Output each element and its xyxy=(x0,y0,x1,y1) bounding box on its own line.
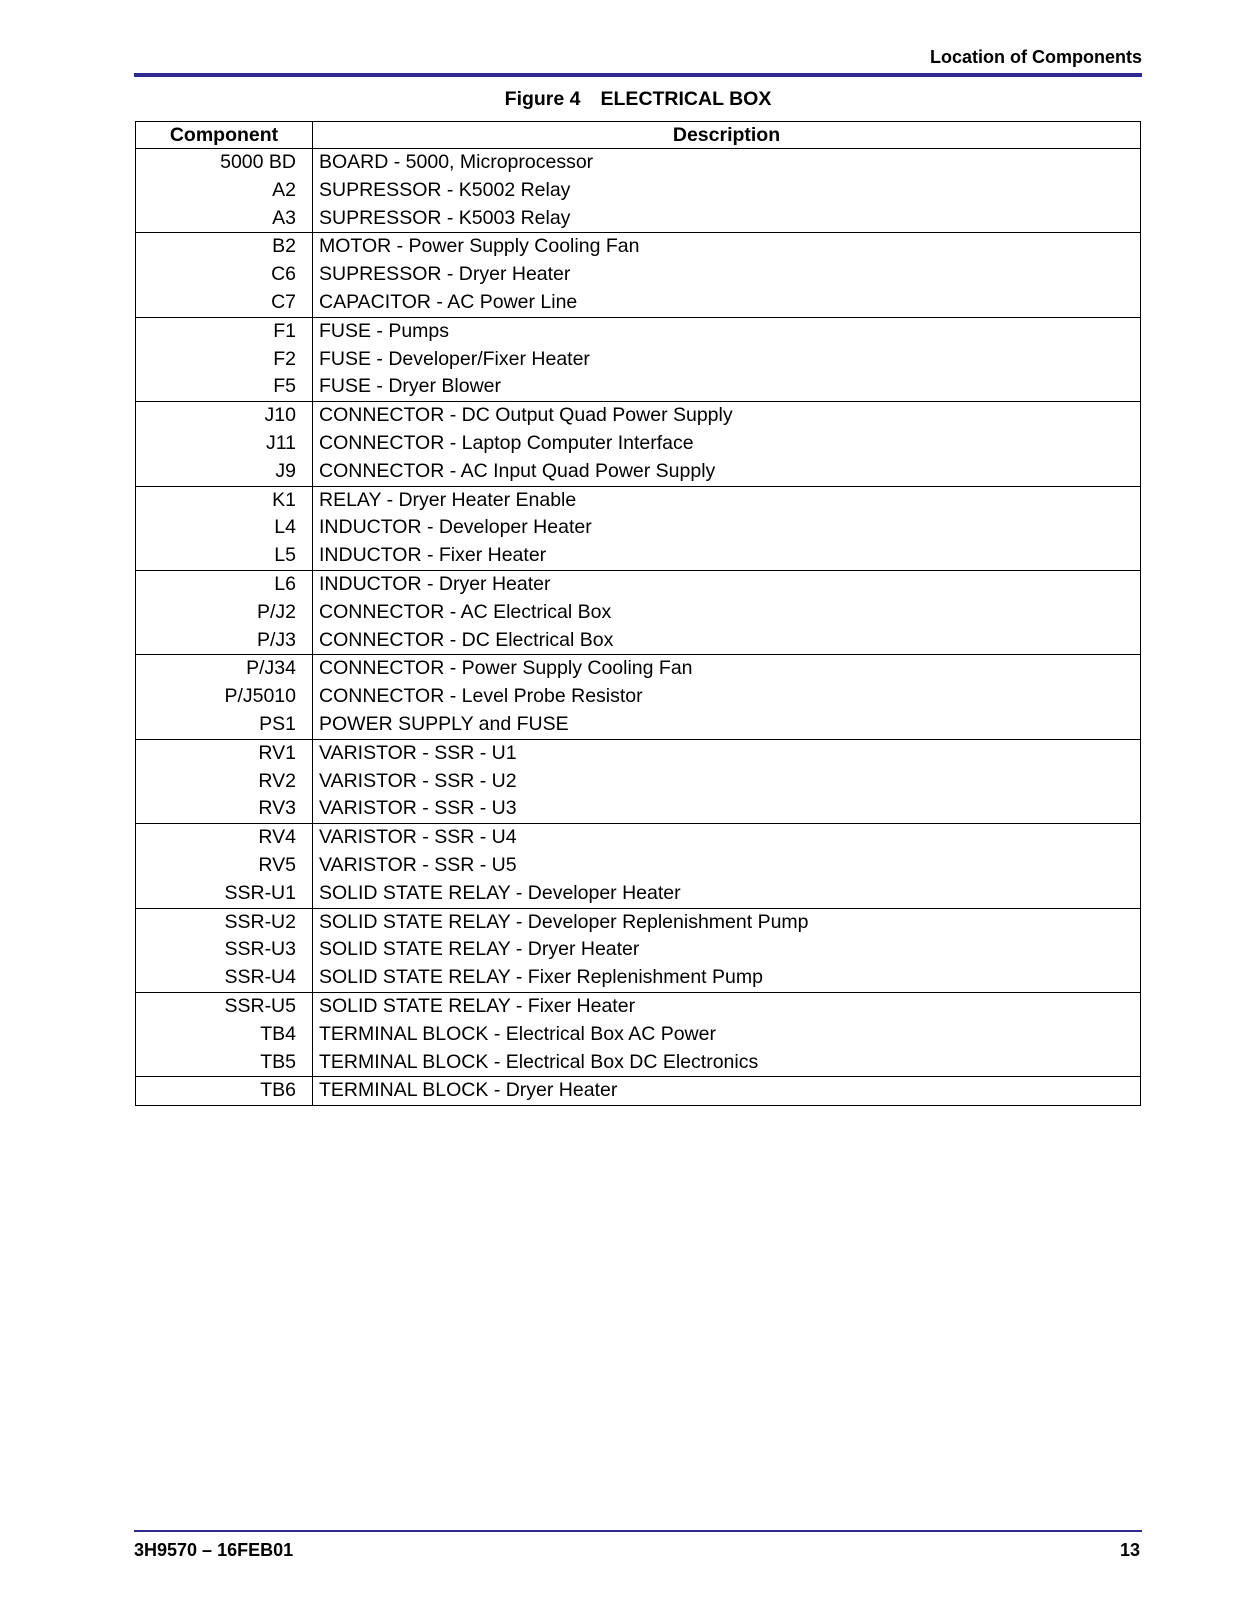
component-cell: F5 xyxy=(136,373,313,401)
table-row xyxy=(136,852,1141,880)
description-cell: SUPRESSOR - Dryer Heater xyxy=(313,261,1141,289)
component-cell: J10 xyxy=(136,402,313,430)
table-row xyxy=(136,402,1141,430)
table-row xyxy=(136,542,1141,570)
description-cell: POWER SUPPLY and FUSE xyxy=(313,711,1141,739)
description-cell: CONNECTOR - AC Input Quad Power Supply xyxy=(313,458,1141,486)
component-cell: C6 xyxy=(136,261,313,289)
description-cell: CONNECTOR - Level Probe Resistor xyxy=(313,683,1141,711)
component-cell: A2 xyxy=(136,177,313,205)
description-cell: SOLID STATE RELAY - Developer Replenishment Pump xyxy=(313,908,1141,936)
table-row xyxy=(136,458,1141,486)
component-cell: P/J3 xyxy=(136,627,313,655)
section-header: Location of Components xyxy=(930,47,1142,67)
description-cell: VARISTOR - SSR - U3 xyxy=(313,795,1141,823)
component-cell: L4 xyxy=(136,514,313,542)
table-row xyxy=(136,880,1141,908)
description-cell: BOARD - 5000, Microprocessor xyxy=(313,149,1141,177)
document-id: 3H9570 – 16FEB01 xyxy=(134,1540,294,1560)
component-cell: 5000 BD xyxy=(136,149,313,177)
description-cell: INDUCTOR - Dryer Heater xyxy=(313,570,1141,598)
description-cell: RELAY - Dryer Heater Enable xyxy=(313,486,1141,514)
description-cell: VARISTOR - SSR - U4 xyxy=(313,824,1141,852)
description-cell: VARISTOR - SSR - U5 xyxy=(313,852,1141,880)
figure-title xyxy=(134,88,1142,111)
description-cell: TERMINAL BLOCK - Dryer Heater xyxy=(313,1077,1141,1106)
component-cell: J11 xyxy=(136,430,313,458)
components-table xyxy=(135,121,1141,1106)
table-row xyxy=(136,373,1141,401)
component-cell: SSR-U1 xyxy=(136,880,313,908)
table-row xyxy=(136,430,1141,458)
table-row xyxy=(136,824,1141,852)
table-row xyxy=(136,908,1141,936)
component-cell: L5 xyxy=(136,542,313,570)
table-row xyxy=(136,514,1141,542)
table-row xyxy=(136,177,1141,205)
description-cell: VARISTOR - SSR - U1 xyxy=(313,739,1141,767)
description-cell: FUSE - Dryer Blower xyxy=(313,373,1141,401)
table-row xyxy=(136,1077,1141,1106)
description-cell: INDUCTOR - Fixer Heater xyxy=(313,542,1141,570)
description-cell: VARISTOR - SSR - U2 xyxy=(313,768,1141,796)
header-rule xyxy=(134,73,1142,77)
component-cell: RV2 xyxy=(136,768,313,796)
figure-caption: ELECTRICAL BOX xyxy=(600,88,772,110)
description-cell: SOLID STATE RELAY - Developer Heater xyxy=(313,880,1141,908)
table-row xyxy=(136,655,1141,683)
component-cell: J9 xyxy=(136,458,313,486)
component-cell: P/J34 xyxy=(136,655,313,683)
component-cell: P/J2 xyxy=(136,599,313,627)
component-cell: PS1 xyxy=(136,711,313,739)
component-cell: K1 xyxy=(136,486,313,514)
table-row xyxy=(136,711,1141,739)
description-cell: SUPRESSOR - K5002 Relay xyxy=(313,177,1141,205)
table-row xyxy=(136,149,1141,177)
component-cell: F1 xyxy=(136,317,313,345)
description-cell: SOLID STATE RELAY - Dryer Heater xyxy=(313,936,1141,964)
component-cell: RV3 xyxy=(136,795,313,823)
table-row xyxy=(136,599,1141,627)
column-header-description: Description xyxy=(313,122,1141,149)
table-row xyxy=(136,964,1141,992)
table-row xyxy=(136,1021,1141,1049)
component-cell: A3 xyxy=(136,205,313,233)
table-row xyxy=(136,317,1141,345)
description-cell: CONNECTOR - DC Electrical Box xyxy=(313,627,1141,655)
description-cell: SOLID STATE RELAY - Fixer Heater xyxy=(313,992,1141,1020)
description-cell: CONNECTOR - DC Output Quad Power Supply xyxy=(313,402,1141,430)
table-row xyxy=(136,486,1141,514)
description-cell: CONNECTOR - Power Supply Cooling Fan xyxy=(313,655,1141,683)
description-cell: INDUCTOR - Developer Heater xyxy=(313,514,1141,542)
table-row xyxy=(136,992,1141,1020)
table-row xyxy=(136,205,1141,233)
component-cell: TB6 xyxy=(136,1077,313,1106)
component-cell: RV4 xyxy=(136,824,313,852)
table-row xyxy=(136,261,1141,289)
component-cell: RV1 xyxy=(136,739,313,767)
component-cell: SSR-U3 xyxy=(136,936,313,964)
description-cell: TERMINAL BLOCK - Electrical Box AC Power xyxy=(313,1021,1141,1049)
description-cell: TERMINAL BLOCK - Electrical Box DC Electronics xyxy=(313,1049,1141,1077)
table-row xyxy=(136,936,1141,964)
column-header-component: Component xyxy=(136,122,313,149)
component-cell: L6 xyxy=(136,570,313,598)
table-row xyxy=(136,739,1141,767)
footer-rule xyxy=(134,1530,1142,1532)
component-cell: B2 xyxy=(136,233,313,261)
description-cell: SUPRESSOR - K5003 Relay xyxy=(313,205,1141,233)
table-row xyxy=(136,570,1141,598)
description-cell: CONNECTOR - AC Electrical Box xyxy=(313,599,1141,627)
component-cell: F2 xyxy=(136,346,313,374)
page-number: 13 xyxy=(1119,1540,1140,1560)
table-row xyxy=(136,233,1141,261)
component-cell: P/J5010 xyxy=(136,683,313,711)
figure-number: Figure 4 xyxy=(504,88,581,110)
component-cell: TB5 xyxy=(136,1049,313,1077)
component-cell: SSR-U5 xyxy=(136,992,313,1020)
table-row xyxy=(136,1049,1141,1077)
description-cell: SOLID STATE RELAY - Fixer Replenishment Pump xyxy=(313,964,1141,992)
description-cell: CONNECTOR - Laptop Computer Interface xyxy=(313,430,1141,458)
description-cell: CAPACITOR - AC Power Line xyxy=(313,289,1141,317)
table-row xyxy=(136,683,1141,711)
table-row xyxy=(136,768,1141,796)
table-row xyxy=(136,627,1141,655)
description-cell: MOTOR - Power Supply Cooling Fan xyxy=(313,233,1141,261)
component-cell: C7 xyxy=(136,289,313,317)
table-header-row xyxy=(136,122,1141,149)
table-row xyxy=(136,795,1141,823)
table-row xyxy=(136,346,1141,374)
description-cell: FUSE - Developer/Fixer Heater xyxy=(313,346,1141,374)
component-cell: RV5 xyxy=(136,852,313,880)
table-body xyxy=(136,149,1141,1106)
table-row xyxy=(136,289,1141,317)
description-cell: FUSE - Pumps xyxy=(313,317,1141,345)
component-cell: SSR-U2 xyxy=(136,908,313,936)
component-cell: SSR-U4 xyxy=(136,964,313,992)
component-cell: TB4 xyxy=(136,1021,313,1049)
